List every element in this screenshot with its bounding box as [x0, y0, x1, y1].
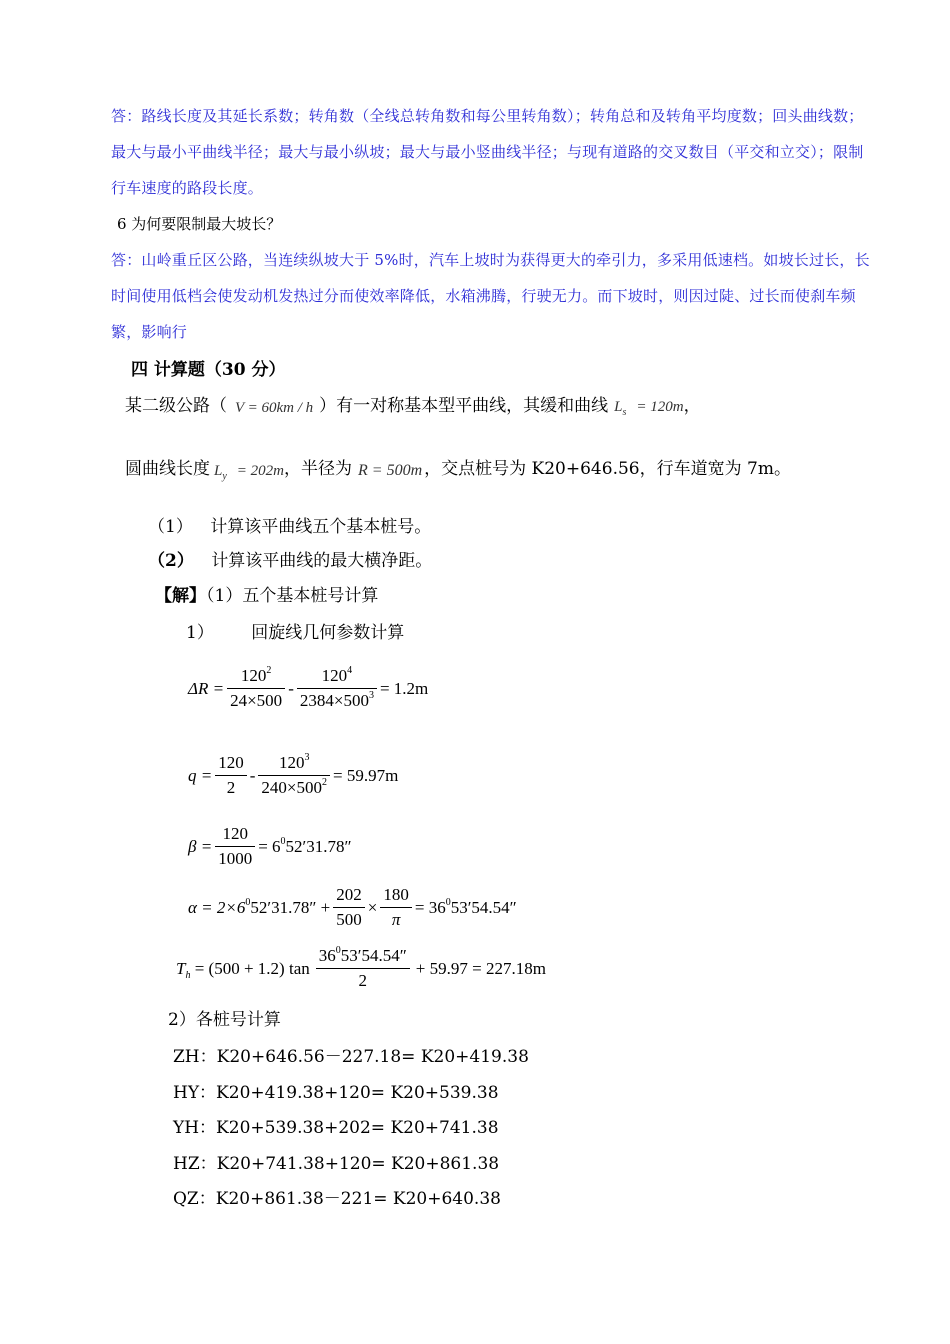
formula-alpha — [188, 883, 517, 932]
degree-mark: 0 — [335, 945, 341, 956]
ls-subscript: s — [622, 407, 627, 418]
stake-list — [173, 1040, 529, 1218]
fraction — [215, 822, 255, 871]
question-2 — [148, 546, 432, 571]
question-1 — [148, 512, 431, 537]
radius-value: R = 500m — [358, 462, 423, 479]
fraction — [316, 944, 410, 993]
stake-zh: ZH：K20+646.56－227.18= K20+419.38 — [173, 1047, 529, 1067]
numerator: 120 — [215, 822, 255, 847]
stake-hz: HZ：K20+741.38+120= K20+861.38 — [173, 1153, 500, 1174]
formula-th — [176, 944, 546, 993]
formula-lhs: β = — [188, 836, 213, 856]
problem-text: ）有一对称基本型平曲线，其缓和曲线 — [319, 396, 609, 416]
ly-label: L — [214, 462, 223, 479]
denominator: 240×500 — [261, 778, 322, 797]
fraction — [215, 751, 247, 800]
speed-value: V = 60km / h — [235, 400, 314, 416]
denominator: 2384×500 — [299, 691, 369, 710]
formula-result: + 59.97 = 227.18m — [415, 958, 546, 978]
formula-lhs — [176, 959, 310, 979]
question-number: （1） — [148, 517, 193, 537]
exponent: 3 — [368, 690, 374, 701]
result-minutes: 52′31.78″ — [285, 836, 352, 856]
exponent: 2 — [322, 777, 327, 788]
degree-mark: 0 — [245, 896, 251, 908]
step-number: 1） — [186, 623, 214, 643]
numerator: 120 — [240, 666, 267, 685]
formula-lhs: q = — [188, 765, 213, 785]
result-minutes: 53′54.54″ — [450, 897, 517, 917]
minus-sign: - — [249, 765, 256, 785]
fraction — [333, 883, 365, 932]
step-title: 回旋线几何参数计算 — [251, 623, 405, 643]
section-title: 四 计算题（30 分） — [131, 360, 286, 380]
problem-text: 圆曲线长度 — [125, 458, 210, 479]
sub-step-1 — [186, 618, 404, 643]
formula-beta — [188, 822, 352, 871]
answer-q6: 答：山岭重丘区公路，当连续纵坡大于 5%时，汽车上坡时为获得更大的牵引力，多采用低速档。如坡长过长，长时间使用低档会使发动机发热过分而使效率降低，水箱沸腾，行驶无力。而下坡时，则因过陡、过长而使刹车频繁，影响行 — [111, 251, 870, 341]
formula-result: = 1.2m — [379, 678, 429, 698]
denominator: 500 — [336, 910, 362, 929]
question-6: 6 为何要限制最大坡长？ — [117, 215, 282, 233]
denominator: 2 — [358, 971, 368, 990]
problem-line-1 — [125, 390, 701, 417]
fraction — [297, 664, 377, 713]
formula-lhs: ΔR = — [188, 678, 225, 698]
denominator: 2 — [226, 778, 236, 797]
problem-text: ， — [683, 396, 701, 416]
ls-value: = 120m — [636, 399, 684, 415]
stake-yh: YH：K20+539.38+202= K20+741.38 — [173, 1118, 499, 1138]
solution-heading — [155, 581, 378, 606]
numerator: 120 — [278, 753, 305, 772]
formula-lhs — [188, 898, 330, 918]
result-degrees: = 6 — [258, 836, 281, 856]
fraction — [258, 751, 330, 800]
ls-symbol — [614, 399, 626, 416]
stake-hy: HY：K20+419.38+120= K20+539.38 — [173, 1082, 499, 1103]
answer-q5: 答：路线长度及其延长系数；转角数（全线总转角数和每公里转角数）；转角总和及转角平均度数；回头曲线数；最大与最小平曲线半径；最大与最小纵坡；最大与最小竖曲线半径；与现有道路的交叉数目（平交和立交）；限制行车速度的路段长度。 — [111, 107, 864, 197]
lhs-text: α = 2×6 — [188, 897, 246, 917]
problem-line-2 — [125, 452, 791, 480]
problem-text: 某二级公路（ — [125, 396, 227, 416]
question-number: （2） — [148, 551, 194, 571]
subscript: h — [185, 969, 191, 981]
solution-title: （1）五个基本桩号计算 — [206, 586, 379, 606]
formula-q — [188, 751, 398, 800]
numerator: 53′54.54″ — [340, 946, 407, 965]
exponent: 2 — [266, 665, 272, 676]
lhs-text: T — [176, 958, 186, 978]
numerator: 36 — [318, 946, 336, 965]
sub-step-2: 2）各桩号计算 — [168, 1010, 281, 1030]
result-degrees: = 36 — [414, 897, 446, 917]
formula-result — [258, 837, 351, 857]
question-text: 计算该平曲线五个基本桩号。 — [210, 517, 432, 537]
fraction — [227, 664, 285, 713]
ly-value: = 202m — [236, 462, 285, 479]
numerator: 180 — [380, 883, 412, 908]
ly-symbol — [214, 463, 227, 480]
lhs-text: 52′31.78″ + — [250, 897, 331, 917]
numerator: 120 — [321, 666, 348, 685]
exponent: 4 — [347, 665, 353, 676]
ls-label: L — [614, 399, 623, 415]
question-text: 计算该平曲线的最大横净距。 — [211, 551, 433, 571]
stake-qz: QZ：K20+861.38－221= K20+640.38 — [173, 1189, 501, 1209]
numerator: 120 — [215, 751, 247, 776]
formula-delta-r — [188, 664, 428, 713]
degree-mark: 0 — [280, 835, 286, 847]
denominator: 1000 — [218, 849, 253, 868]
problem-text: ，半径为 — [284, 458, 353, 479]
exponent: 3 — [304, 752, 310, 763]
formula-result: = 59.97m — [333, 765, 399, 785]
formula-result — [415, 898, 517, 918]
lhs-text: = (500 + 1.2) tan — [194, 958, 310, 978]
ly-subscript: y — [222, 470, 227, 482]
degree-mark: 0 — [445, 896, 451, 908]
solution-label: 【解】 — [155, 586, 206, 606]
fraction — [380, 883, 412, 932]
minus-sign: - — [288, 678, 294, 698]
denominator: π — [391, 910, 401, 929]
numerator: 202 — [333, 883, 365, 908]
times-sign: × — [367, 897, 378, 917]
denominator: 24×500 — [230, 691, 283, 710]
problem-text: ，交点桩号为 K20+646.56，行车道宽为 7m。 — [424, 458, 791, 479]
